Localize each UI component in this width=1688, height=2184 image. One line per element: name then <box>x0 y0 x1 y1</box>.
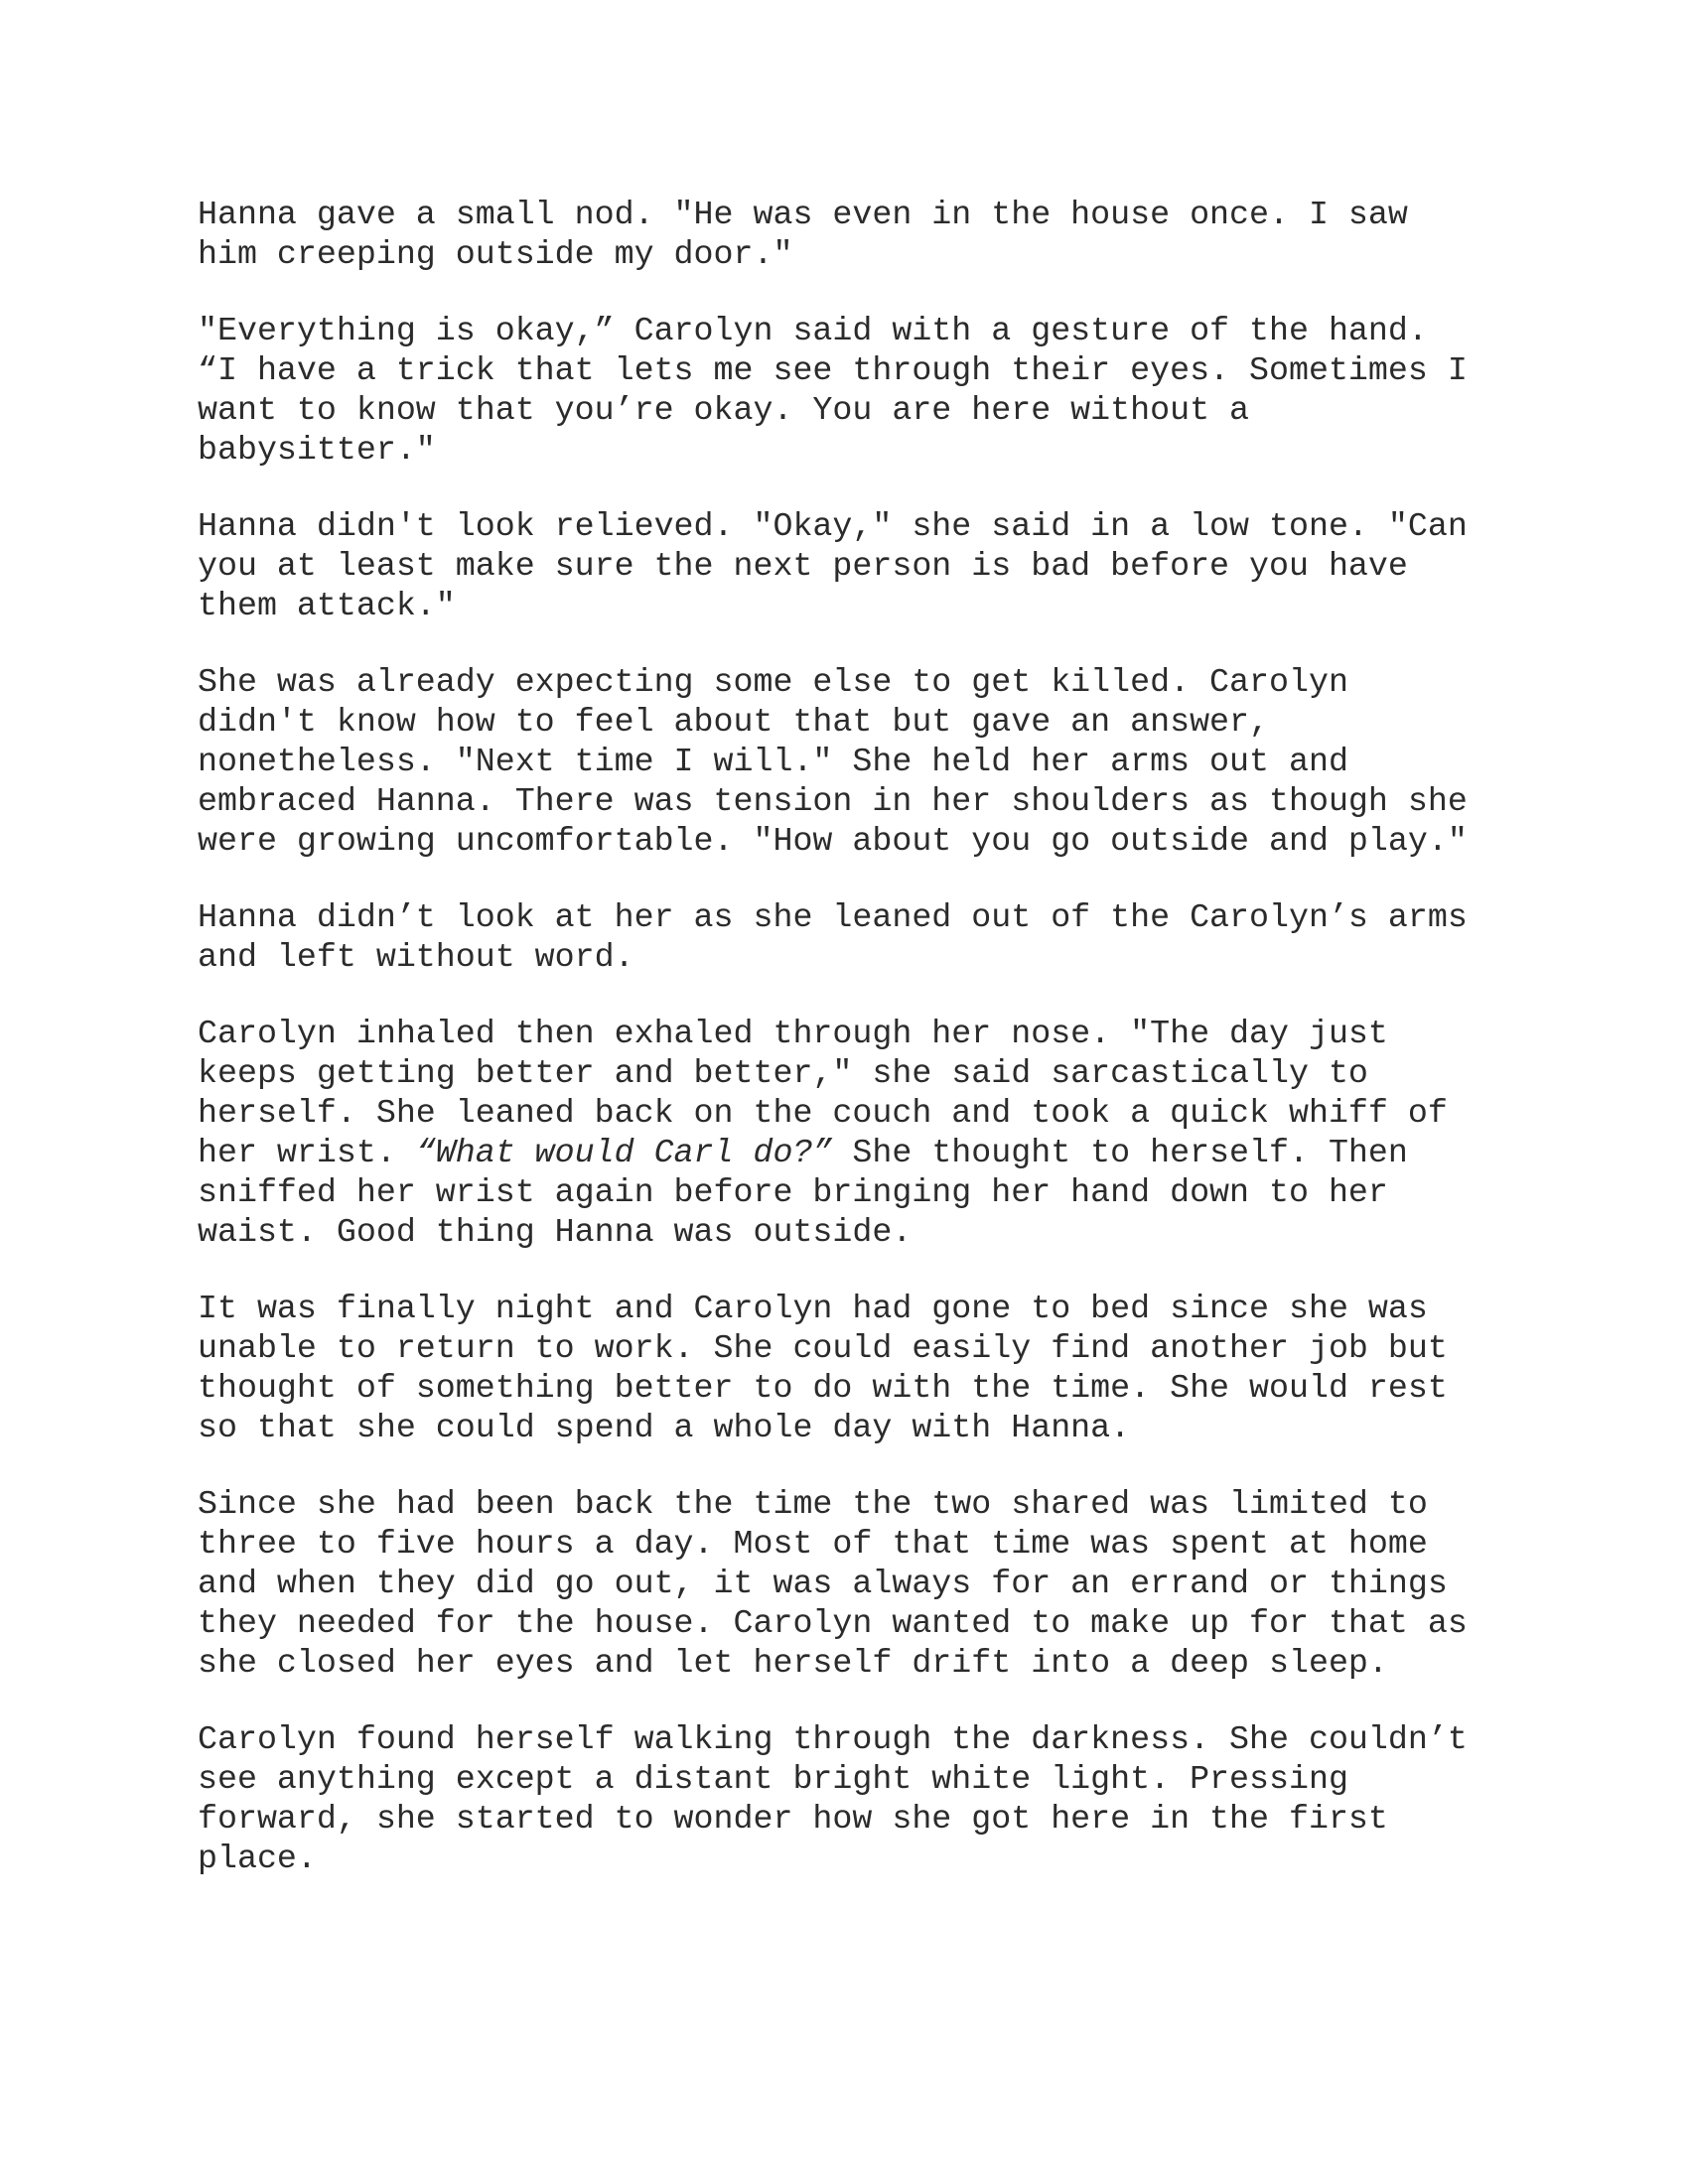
text-line: three to five hours a day. Most of that time was spent at home <box>198 1525 1428 1563</box>
paragraph-4 <box>198 662 1508 861</box>
document-page <box>198 195 1508 1915</box>
paragraph-2 <box>198 311 1508 470</box>
text-line: babysitter." <box>198 431 436 469</box>
text-line: Hanna didn’t look at her as she leaned out of the Carolyn’s arms <box>198 898 1468 936</box>
paragraph-7 <box>198 1289 1508 1447</box>
text-line: Hanna gave a small nod. "He was even in the house once. I saw <box>198 196 1408 233</box>
text-line: She was already expecting some else to get killed. Carolyn <box>198 663 1348 701</box>
paragraph-5 <box>198 897 1508 977</box>
text-line: want to know that you’re okay. You are here without a <box>198 391 1250 429</box>
text-line: thought of something better to do with the time. She would rest <box>198 1369 1448 1407</box>
italic-thought: “What would Carl do?” <box>415 1134 833 1171</box>
text-line: Carolyn inhaled then exhaled through her nose. "The day just <box>198 1015 1388 1052</box>
text-line: him creeping outside my door." <box>198 235 793 273</box>
text-line: she closed her eyes and let herself drift into a deep sleep. <box>198 1644 1388 1682</box>
text-line: waist. Good thing Hanna was outside. <box>198 1213 913 1251</box>
text-line: and when they did go out, it was always for an errand or things <box>198 1565 1448 1602</box>
text-line: and left without word. <box>198 938 634 976</box>
text-line: sniffed her wrist again before bringing her hand down to her <box>198 1173 1388 1211</box>
text-line: them attack." <box>198 587 456 624</box>
text-line: so that she could spend a whole day with Hanna. <box>198 1409 1131 1446</box>
text-line: they needed for the house. Carolyn wanted to make up for that as <box>198 1604 1468 1642</box>
paragraph-3 <box>198 506 1508 625</box>
text-line: nonetheless. "Next time I will." She held her arms out and <box>198 743 1348 780</box>
text-line-mixed <box>198 1133 1508 1172</box>
text-line: forward, she started to wonder how she got here in the first <box>198 1800 1388 1838</box>
text-line: "Everything is okay,” Carolyn said with a gesture of the hand. <box>198 312 1428 349</box>
text-line: Carolyn found herself walking through the darkness. She couldn’t <box>198 1720 1468 1758</box>
text-line: keeps getting better and better," she said sarcastically to <box>198 1054 1368 1092</box>
text-line: It was finally night and Carolyn had gone to bed since she was <box>198 1290 1428 1327</box>
paragraph-6 <box>198 1014 1508 1252</box>
text-segment: her wrist. <box>198 1134 416 1171</box>
text-line: “I have a trick that lets me see through their eyes. Sometimes I <box>198 351 1468 389</box>
text-line: were growing uncomfortable. "How about you go outside and play." <box>198 822 1468 860</box>
text-line: herself. She leaned back on the couch and took a quick whiff of <box>198 1094 1448 1132</box>
text-line: unable to return to work. She could easily find another job but <box>198 1329 1448 1367</box>
text-line: didn't know how to feel about that but gave an answer, <box>198 703 1269 741</box>
paragraph-1 <box>198 195 1508 274</box>
text-line: Hanna didn't look relieved. "Okay," she said in a low tone. "Can <box>198 507 1468 545</box>
text-segment: She thought to herself. Then <box>832 1134 1408 1171</box>
text-line: Since she had been back the time the two shared was limited to <box>198 1485 1428 1523</box>
text-line: you at least make sure the next person is bad before you have <box>198 547 1408 585</box>
text-line: embraced Hanna. There was tension in her shoulders as though she <box>198 782 1468 820</box>
paragraph-9 <box>198 1719 1508 1878</box>
paragraph-8 <box>198 1484 1508 1683</box>
text-line: place. <box>198 1840 317 1877</box>
text-line: see anything except a distant bright white light. Pressing <box>198 1760 1348 1798</box>
